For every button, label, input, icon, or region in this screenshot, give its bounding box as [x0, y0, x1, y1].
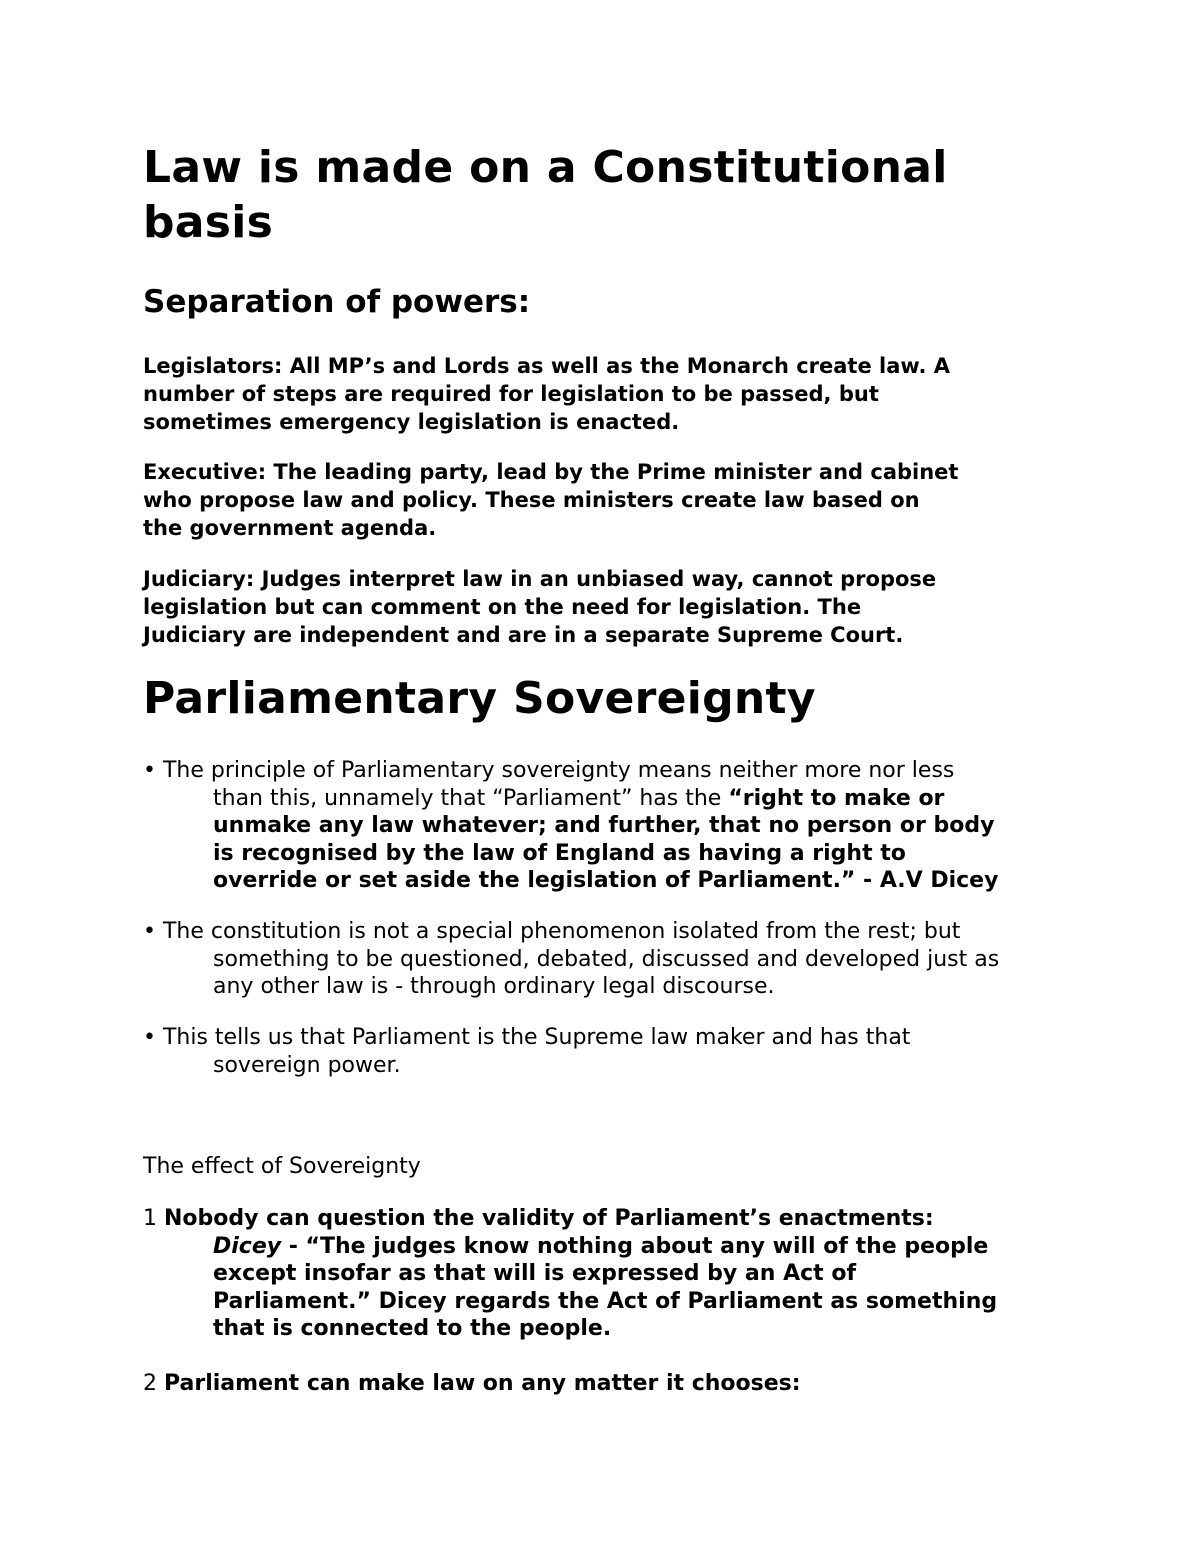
legislators-line: sometimes emergency legislation is enacted. — [143, 410, 680, 434]
item-number: 1 — [143, 1206, 164, 1231]
executive-line: the government agenda. — [143, 516, 437, 540]
judiciary-line: Judiciary: Judges interpret law in an unbiased way, cannot propose — [143, 567, 937, 591]
item-text: that is connected to the people. — [213, 1316, 612, 1341]
executive-paragraph — [143, 458, 958, 542]
numbered-item — [143, 1205, 997, 1343]
separation-heading: Separation of powers: — [143, 284, 531, 320]
numbered-item — [143, 1370, 801, 1398]
legislators-paragraph — [143, 352, 950, 436]
item-text: - “The judges know nothing about any will of the people — [281, 1233, 989, 1259]
bullet-item — [143, 1024, 910, 1079]
item-text: except insofar as that will is expressed by an Act of — [213, 1261, 857, 1286]
sovereignty-heading: Parliamentary Sovereignty — [143, 673, 816, 724]
document-title-line-2: basis — [143, 197, 274, 248]
bullet-item — [143, 918, 999, 1001]
bullet-glyph: • — [143, 1025, 156, 1050]
legislators-line: number of steps are required for legislation to be passed, but — [143, 382, 879, 406]
bullet-text: sovereign power. — [213, 1052, 401, 1078]
document-title-line-1: Law is made on a Constitutional — [143, 142, 948, 193]
bullet-text: This tells us that Parliament is the Supreme law maker and has that — [162, 1025, 911, 1050]
bullet-text: The constitution is not a special phenomenon isolated from the rest; but — [162, 919, 961, 944]
judiciary-line: Judiciary are independent and are in a separate Supreme Court. — [143, 623, 904, 647]
dicey-quote-text: unmake any law whatever; and further, that no person or body — [213, 813, 995, 838]
judiciary-paragraph — [143, 565, 936, 649]
item-title: Parliament can make law on any matter it chooses: — [164, 1371, 801, 1396]
executive-line: who propose law and policy. These ministers create law based on — [143, 488, 920, 512]
dicey-quote-text: “right to make or — [728, 785, 945, 811]
dicey-quote-text: override or set aside the legislation of Parliament.” - A.V Dicey — [213, 868, 999, 893]
item-number: 2 — [143, 1371, 164, 1396]
legislators-line: Legislators: All MP’s and Lords as well as the Monarch create law. A — [143, 354, 950, 378]
bullet-text: than this, unnamely that “Parliament” has the — [213, 785, 729, 811]
item-text: Parliament.” Dicey regards the Act of Parliament as something — [213, 1288, 998, 1314]
bullet-text: any other law is - through ordinary legal discourse. — [213, 974, 775, 999]
judiciary-line: legislation but can comment on the need for legislation. The — [143, 595, 862, 619]
effect-heading: The effect of Sovereignty — [143, 1154, 421, 1179]
item-title: Nobody can question the validity of Parliament’s enactments: — [164, 1206, 934, 1231]
bullet-text: The principle of Parliamentary sovereignty means neither more nor less — [162, 758, 955, 783]
bullet-item — [143, 757, 998, 895]
bullet-text: something to be questioned, debated, discussed and developed just as — [213, 946, 1000, 972]
dicey-name: Dicey — [213, 1233, 282, 1259]
dicey-quote-text: is recognised by the law of England as having a right to — [213, 840, 906, 866]
executive-line: Executive: The leading party, lead by the Prime minister and cabinet — [143, 460, 959, 484]
bullet-glyph: • — [143, 919, 156, 944]
bullet-glyph: • — [143, 758, 156, 783]
